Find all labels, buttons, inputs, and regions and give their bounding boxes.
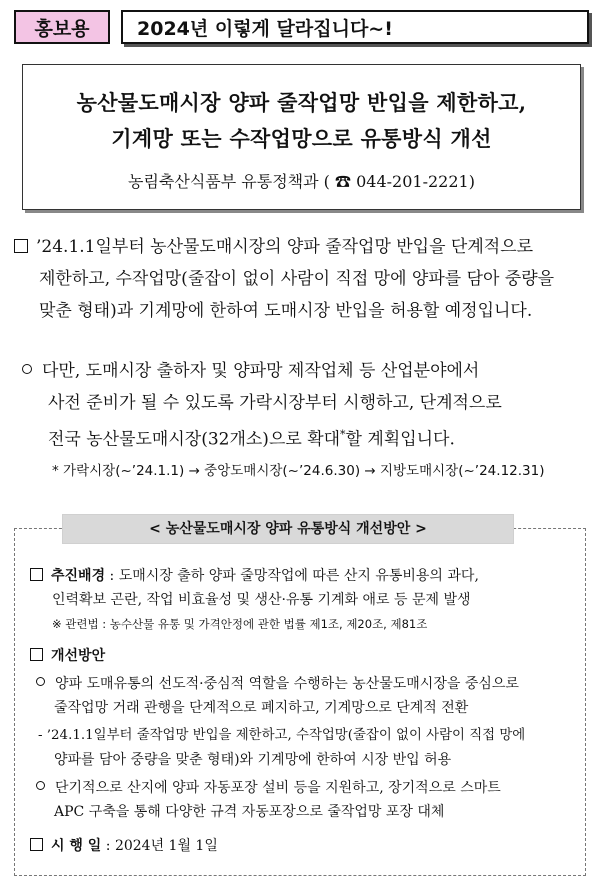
- detail-line-1: 다만, 도매시장 출하자 및 양파망 제작업체 등 산업분야에서: [42, 361, 480, 381]
- background-line-2: 인력확보 곤란, 작업 비효율성 및 생산·유통 기계화 애로 등 문제 발생: [52, 592, 471, 608]
- square-bullet-icon: [30, 838, 43, 851]
- square-bullet-icon: [30, 648, 43, 661]
- timeline-footnote: * 가락시장(~’24.1.1) → 중앙도매시장(~’24.6.30) → 지방도매시장(~’24.12.31): [52, 462, 545, 479]
- promo-badge: 홍보용: [14, 10, 110, 44]
- department-contact: [23, 169, 580, 192]
- measure-3-line-1: 단기적으로 산지에 양파 자동포장 설비 등을 지원하고, 장기적으로 스마트: [55, 780, 501, 796]
- detail-line-3b: 할 계획입니다.: [345, 429, 455, 450]
- detail-line-3a: 전국 농산물도매시장(32개소)으로 확대: [48, 429, 341, 450]
- square-bullet-icon: [30, 568, 43, 581]
- intro-paragraph: [14, 231, 592, 327]
- circle-bullet-icon: [36, 781, 45, 790]
- detail-line-2: 사전 준비가 될 수 있도록 가락시장부터 시행하고, 단계적으로: [48, 393, 502, 413]
- phone-icon: ☎: [335, 172, 352, 191]
- measure-2-line-2: 양파를 담아 중량을 맞춘 형태)와 기계망에 한하여 시장 반입 허용: [54, 752, 452, 768]
- measures-label: 개선방안: [51, 648, 106, 664]
- measure-1-line-1: 양파 도매유통의 선도적·중심적 역할을 수행하는 농산물도매시장을 중심으로: [55, 676, 519, 692]
- measure-2-line-1: - ’24.1.1일부터 줄작업망 반입을 제한하고, 수작업망(줄잡이 없이 사람이 직접 망에: [38, 728, 526, 743]
- circle-bullet-icon: [36, 677, 45, 686]
- background-line-1: : 도매시장 출하 양파 줄망작업에 따른 산지 유통비용의 과다,: [105, 568, 479, 584]
- department-name: 농림축산식품부 유통정책과 (: [128, 172, 330, 191]
- intro-line-3: 맞춘 형태)과 기계망에 한하여 도매시장 반입을 허용할 예정입니다.: [39, 301, 533, 321]
- circle-bullet-icon: [22, 364, 32, 374]
- measure-1-line-2: 줄작업망 거래 관행을 단계적으로 폐지하고, 기계망으로 단계적 전환: [54, 700, 469, 716]
- intro-line-2: 제한하고, 수작업망(줄잡이 없이 사람이 직접 망에 양파를 담아 중량을: [39, 269, 555, 289]
- title-line-2: 기계망 또는 수작업망으로 유통방식 개선: [111, 126, 492, 151]
- phone-number: 044-201-2221): [356, 172, 475, 191]
- square-bullet-icon: [14, 239, 28, 253]
- plan-box-title: < 농산물도매시장 양파 유통방식 개선방안 >: [62, 514, 514, 544]
- measure-3-line-2: APC 구축을 통해 다양한 규격 자동포장으로 줄작업망 포장 대체: [54, 804, 445, 820]
- effective-date-value: : 2024년 1월 1일: [101, 838, 218, 854]
- related-law-note: ※ 관련법 : 농수산물 유통 및 가격안정에 관한 법률 제1조, 제20조, 제81조: [52, 617, 428, 631]
- title-line-1: 농산물도매시장 양파 줄작업망 반입을 제한하고,: [76, 90, 527, 115]
- plan-content: [30, 564, 582, 858]
- detail-paragraph: [22, 355, 592, 486]
- intro-line-1: ’24.1.1일부터 농산물도매시장의 양파 줄작업망 반입을 단계적으로: [36, 237, 534, 257]
- effective-date-label: 시 행 일: [51, 838, 102, 854]
- footnote-star: *: [340, 428, 346, 441]
- title-box: [22, 64, 581, 210]
- background-label: 추진배경: [51, 568, 106, 584]
- detail-line-3: [22, 419, 592, 456]
- header-title: 2024년 이렇게 달라집니다~!: [121, 10, 589, 44]
